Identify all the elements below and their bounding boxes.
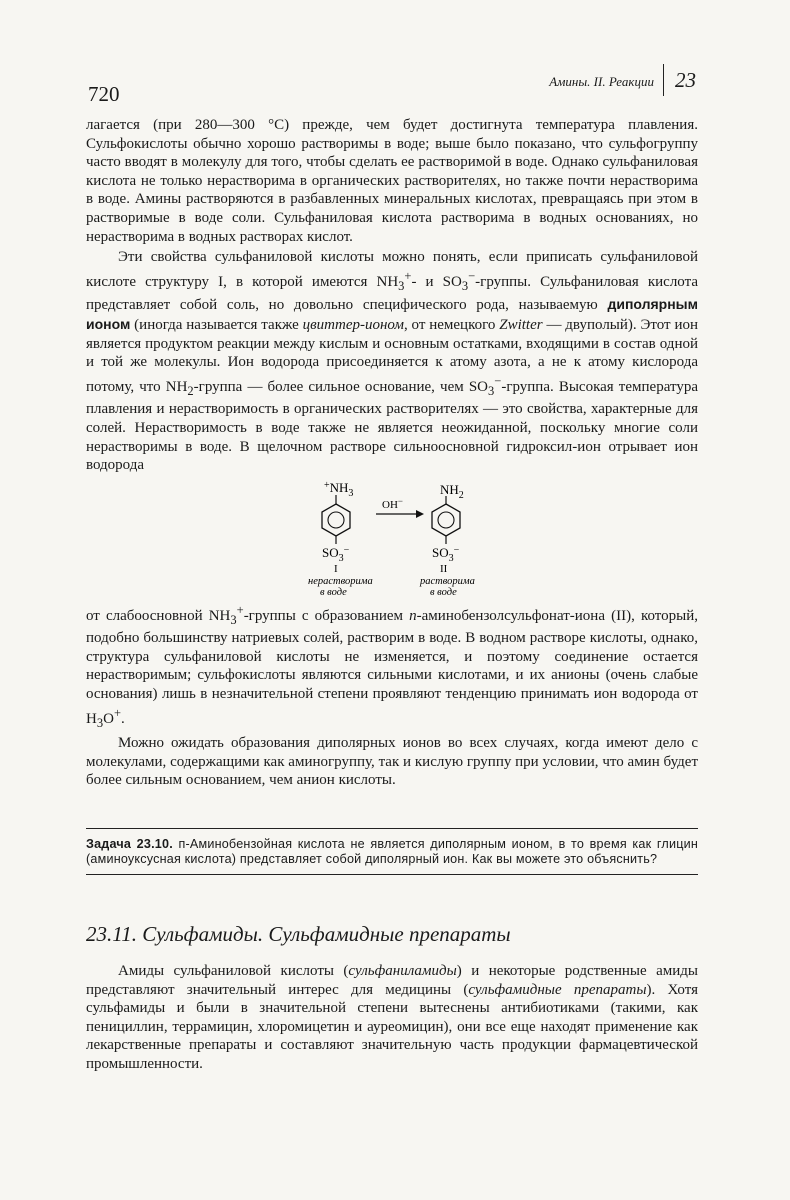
paragraph-3: от слабоосновной $NH_3^+$-группы с образованием п-аминобензолсульфонат-иона (II), который, подобно большинству натриевых солей, растворим в воде. В водном растворе кислоты, однако, структура сульфаниловой кислоты не изменяется, и поэтому соединение остается нерастворимым; сульфокислоты являются сильными кислотами, и их анионы (очень слабые основания) лишь в незначительной степени проявляют тенденцию принимать ион водорода от $H_3O^+$. — [86, 602, 698, 730]
caption-I-line2: в воде — [320, 586, 347, 598]
left-amine-label: $^+NH_3$ — [324, 479, 354, 499]
page-header — [86, 64, 698, 106]
label-I: I — [334, 562, 338, 575]
reaction-scheme — [86, 478, 698, 598]
task-box — [86, 828, 698, 875]
running-title: Амины. II. Реакции — [549, 74, 654, 89]
reaction-diagram — [296, 478, 506, 598]
right-benzene-ring — [432, 504, 460, 536]
section-paragraph: Амиды сульфаниловой кислоты (сульфаниламиды) и некоторые родственные амиды представляют значительный интерес для медицины (сульфамидные препараты). Хотя сульфамиды и были в значительной степени вытеснены антибиотиками (такими, как пенициллин, террамицин, хлоромицетин и ауреомицин), они все еще находят применение как лекарственные препараты и составляют значительную часть продукции фармацевтической промышленности. — [86, 963, 698, 1072]
label-II: II — [440, 562, 448, 575]
right-amine-label: $NH_2$ — [440, 481, 464, 501]
caption-II-line2: в воде — [430, 586, 457, 598]
caption-I-line1: нерастворима — [308, 575, 373, 587]
task-bottom-rule — [86, 874, 698, 875]
page-number: 720 — [88, 82, 120, 106]
section-text — [86, 962, 698, 1074]
left-benzene-ring — [322, 504, 350, 536]
paragraph-2: Эти свойства сульфаниловой кислоты можно понять, если приписать сульфаниловой кислоте структуру I, в которой имеются $NH_3^+-$ и $SO_3^-$-группы. Сульфаниловая кислота представляет собой соль, но довольно специфического рода, называемую диполярным ионом (иногда называется также цвиттер-ионом, от немецкого Zwitter — двуполый). Этот ион является продуктом реакции между кислым и основным остатками, входящими в состав одной и той же молекулы. Ион водорода присоединяется к атому азота, а не к атому кислорода потому, что $NH_2$-группа — более сильное основание, чем $SO_3^-$-группа. Высокая температура плавления и нерастворимость в органических растворителях — это свойства, характерные для солей. Нерастворимость в воде также не является неожиданной, поскольку многие соли нерастворимы в воде. В щелочном растворе сильноосновной гидроксил-ион отрывает ион водорода — [86, 249, 699, 474]
left-sulfonate-label: $SO_3^-$ — [322, 544, 350, 564]
paragraph-4: Можно ожидать образования диполярных ионов во всех случаях, когда имеют дело с молекулами, содержащими как аминогруппу, так и кислую группу при условии, что амин будет более сильным основанием, чем анион кислоты. — [86, 735, 698, 789]
section-heading: 23.11. Сульфамиды. Сульфамидные препараты — [86, 922, 511, 946]
task-top-rule — [86, 828, 698, 829]
caption-II-line1: растворима — [420, 575, 475, 587]
body-text — [86, 116, 698, 790]
task-text: Задача 23.10. п-Аминобензойная кислота не является диполярным ионом, в то время как глицин (аминоуксусная кислота) представляет собой диполярный ион. Как вы можете это объяснить? — [86, 837, 698, 866]
header-divider — [663, 64, 664, 96]
chapter-number: 23 — [675, 68, 696, 92]
reagent-label: OH− — [382, 495, 403, 511]
paragraph-1: лагается (при 280—300 °С) прежде, чем будет достигнута температура плавления. Сульфокислоты обычно хорошо растворимы в воде; выше было показано, что сульфогруппу часто вводят в молекулу для того, чтобы сделать ее растворимой в воде. Однако сульфаниловая кислота не только нерастворима в органических растворителях, но также почти нерастворима в воде. Амины растворяются в разбавленных минеральных кислотах, превращаясь при этом в растворимые в воде соли. Сульфаниловая кислота растворима в водных основаниях, но нерастворима в водных растворах кислот. — [86, 117, 698, 245]
right-sulfonate-label: $SO_3^-$ — [432, 544, 460, 564]
task-label: Задача 23.10. — [86, 837, 173, 851]
